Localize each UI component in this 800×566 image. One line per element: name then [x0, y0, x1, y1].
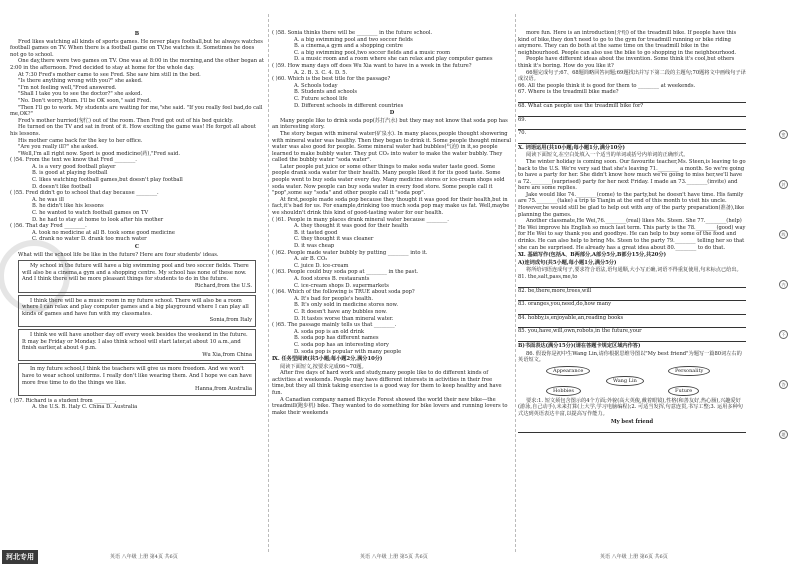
- column-divider: [268, 14, 269, 552]
- idea-author: Hanna,from Australia: [195, 386, 252, 393]
- page-footer: 英语 八年级 上册 第4页 共6页: [110, 554, 178, 560]
- section-title: Ⅸ. 任务型阅读(共5小题;每小题2分,满分10分): [272, 356, 383, 363]
- question-stem: ( )65. The passage mainly tells us that ________.: [272, 322, 397, 329]
- questions-61-65: [272, 217, 512, 355]
- question-option: C. juice D. ice-cream: [294, 262, 349, 269]
- passage-paragraph: People have different ideas about the invention. Some think it's cool,but others think it's boring. How do you like it?: [518, 56, 735, 69]
- answer-line[interactable]: [518, 110, 746, 117]
- subsection-title: B)书面表达(满分15分)(请在答题卡规定区域内作答): [518, 342, 641, 349]
- cloze-paragraph: Another classmate,He Wei,76.________(real) likes Ms. Steen. She 77.________(help) He Wei improve his English so much last term. This party is the 78.________(good) way for He Wei to say thank you and goodbye. He can help to buy some of the food and drinks. He can also help to bring Ms. Steen to the party 79.________ telling her so that she can be surprised. He already has a great idea about 80.________ to do that.: [518, 218, 746, 251]
- section-instruction: 阅读下面短文,按要求完成66~70题。: [280, 363, 367, 370]
- sentence-prompt: 85. you,have,will,own,robots,in the future,your: [518, 328, 642, 335]
- passage-d: [272, 118, 512, 217]
- passage-paragraph: One day,there were two games on TV. One was at 8:00 in the morning,and the other began at 2:00 in the afternoon. Fred decided to stay at home for the whole day.: [10, 58, 264, 71]
- passage-paragraph: "Are you really ill?" she asked.: [18, 144, 99, 151]
- question-stem: ( )54. From the text we know that Fred ________.: [10, 157, 137, 164]
- question-option: C. soda pop has an interesting story: [294, 341, 389, 348]
- question-stem: ( )62. People made water bubbly by putting ________ into it.: [272, 249, 428, 256]
- question-stem: ( )63. People could buy soda pop at ________ in the past.: [272, 269, 419, 276]
- idea-box: [18, 363, 256, 395]
- passage-paragraph: "No. Don't worry,Mum. I'll be OK soon," said Fred.: [18, 97, 152, 104]
- question-option: A. 2. B. 3. C. 4. D. 5.: [294, 69, 348, 76]
- question-option: D. doesn't like football: [32, 183, 92, 190]
- question-option: B. it tasted good: [294, 229, 338, 236]
- passage-paragraph: "Shall I take you to see the doctor?" she asked.: [18, 91, 143, 98]
- answer-line[interactable]: [518, 308, 746, 315]
- question-option: D. soda pop is popular with many people: [294, 348, 402, 355]
- question-options: A. the U.S. B. Italy C. China D. Australia: [32, 404, 138, 411]
- question-option: D. It tastes worse than mineral water.: [294, 315, 394, 322]
- question-option: D. a music room and a room where she can relax and play computer games: [294, 56, 493, 63]
- question-option: B. soda pop has different names: [294, 335, 379, 342]
- sentence-prompt: 82. be,there,more,trees,will: [518, 287, 592, 294]
- question-57: ( )57. Richard is a student from ________.: [10, 397, 117, 404]
- idea-text: In my future school,I think the teachers will give us more freedom. And we won't have to wear school uniforms. I really don't like wearing them. And I hope we can have more free time to do the things we like.: [22, 366, 252, 386]
- passage-paragraph: A Canadian company named Bicycle Forest showed the world their new bike—the treadmill(跑步机) bike. They wanted to do something for bike lovers and running lovers to make their weekends: [272, 396, 508, 416]
- idea-text: I think we will have another day off every week besides the weekend in the future. It may be Friday or Monday. I also think school will start later,at about 10 a.m.,and finish earlier,at about 4 p.m.: [22, 331, 248, 352]
- passage-paragraph: At 7:30 Fred's mother came to see Fred. She saw him still in the bed.: [18, 71, 201, 78]
- binding-mark: 不: [779, 330, 788, 339]
- mind-node: Appearance: [546, 366, 590, 377]
- binding-mark: 封: [779, 180, 788, 189]
- answer-line[interactable]: [518, 137, 746, 144]
- question-option: A. a big swimming pool and two soccer fields: [294, 36, 413, 43]
- passage-task-reading: [272, 370, 512, 416]
- question-option: D. Different schools in different countries: [294, 102, 404, 109]
- question-option: C. ice-cream shops D. supermarkets: [294, 282, 389, 289]
- answer-line[interactable]: [518, 123, 746, 130]
- subsection-title: A)连词成句(共5小题,每小题1分,满分5分): [518, 259, 617, 266]
- passage-paragraph: Fred's mother hurried(匆忙) out of the room. Then Fred got out of his bed quickly.: [18, 117, 234, 124]
- passage-paragraph: Later people put juice or some other things to make soda water taste good. Some people drank soda water for their health. Many people liked it for its good taste. Some people went to buy soda water every day. Many medicine stores or ice-cream shops sold soda water. Now people can buy soda water in every food store. Some people call it "pop",some say "soda" and other people call it "soda pop".: [272, 163, 505, 197]
- writing-prompt: 86. 假设你是初中生Wang Lin,请你根据思维导图以"My best friend"为题写一篇80词左右的英语短文。: [518, 350, 742, 364]
- idea-author: Wu Xia,from China: [202, 351, 252, 358]
- passage-intro: What will the school life be like in the future? Here are four students' ideas.: [18, 251, 219, 258]
- question-stem: ( )56. That day Fred ________.: [10, 223, 87, 230]
- question-option: B. a cinema,a gym and a shopping centre: [294, 43, 403, 50]
- section-heading: B: [134, 31, 140, 37]
- passage-paragraph: His mother came back for the key to her office.: [18, 137, 143, 144]
- answer-line[interactable]: [518, 426, 746, 433]
- passage-paragraph: "Well,I'm all right now. Sport is good medicine(药),"Fred said.: [18, 150, 180, 157]
- question-option: C. Future school life: [294, 95, 348, 102]
- cloze-paragraph: The winter holiday is coming soon. Our favourite teacher,Ms. Steen,is leaving to go back to the U.S. We're very sad that she's leaving 71.________ a month. So we're going to have a party for her. She didn't know how much we're going to miss her,we'll have a 72.________(surprised) party for her next Friday. I made an 73.________(invite) and here are some replies.: [518, 158, 746, 192]
- mind-center: Wang Lin: [606, 376, 644, 387]
- binding-mark: 线: [779, 230, 788, 239]
- question-option: C. they thought it was cleaner: [294, 236, 374, 243]
- passage-paragraph: more fun. Here is an introduction(介绍) of the treadmill bike. If people have this kind of bike,they don't need to go to the gym for treadmill running or bike riding anymore. They can do both at the same time on the treadmill bike in the neighbourhood. People can also use the bike to go shopping in the neighbourhood.: [518, 30, 737, 56]
- question-option: A. is a very good football player: [32, 163, 116, 170]
- binding-mark: 密: [779, 130, 788, 139]
- passage-paragraph: "Then I'll go to work. My students are waiting for me,"she said. "If you really feel bad,do call me,OK?": [10, 104, 263, 118]
- passage-b: [10, 39, 264, 158]
- question-option: A. soda pop is an old drink: [294, 328, 365, 335]
- question-option: B. he didn't like his lessons: [32, 203, 104, 210]
- page-footer: 英语 八年级 上册 第6页 共6页: [600, 554, 668, 560]
- questions-58-60: [272, 30, 512, 109]
- page-footer: 英语 八年级 上册 第5页 共6页: [360, 554, 428, 560]
- mind-node: Future: [668, 386, 699, 397]
- section-instruction: 将所给词语连成句子,要求符合语法,语句通顺,大小写正确,词语不得重复使用,句末标点已给出。: [526, 267, 742, 274]
- student-ideas: [10, 260, 264, 396]
- cloze-paragraph: Jake would like 74.________(come) to the party,but he doesn't have time. His family are 75.________(take) a trip to Tianjin at the end of this month to visit his uncle. However,he would still be glad to help out with any of the party preparation(准备),like planning the games.: [518, 191, 745, 218]
- sentence-building: [518, 274, 746, 342]
- question-option: D. he had to stay at home to look after his mother: [32, 216, 164, 223]
- mind-node: Personality: [668, 366, 710, 377]
- passage-paragraph: After five days of hard work and study,many people like to do different kinds of activities at weekends. People may have different interests in activities in their free time,but they all think taking exercise is a good way for them to keep healthy and have fun.: [272, 370, 502, 397]
- section-heading: D: [389, 110, 395, 117]
- passage-paragraph: "Is there anything wrong with you?" she asked.: [18, 78, 143, 85]
- question-option: C. a big swimming pool,two soccer fields and a music room: [294, 49, 451, 56]
- question-70: 70.: [518, 130, 527, 137]
- question-option: A. took no medicine at all B. took some good medicine: [32, 229, 175, 236]
- idea-author: Richard,from the U.S.: [194, 282, 252, 289]
- region-badge: 河北专用: [2, 550, 38, 564]
- answer-line[interactable]: [518, 96, 746, 103]
- answer-line[interactable]: [518, 294, 746, 301]
- questions-54-56: [10, 157, 264, 243]
- section-title: Ⅺ. 基础写作(包括A、B两部分,A部分5分,B部分15分,共20分): [518, 252, 667, 259]
- column-right: [518, 30, 746, 542]
- question-stem: ( )60. Which is the best title for the passage?: [272, 76, 391, 83]
- passage-paragraph: "I'm not feeling well,"Fred answered.: [18, 84, 117, 91]
- binding-mark: 题: [779, 430, 788, 439]
- column-middle: [272, 30, 512, 542]
- question-option: C. It doesn't have any bubbles now.: [294, 308, 387, 315]
- question-option: C. likes watching football games,but doesn't play football: [32, 177, 183, 184]
- idea-box: [18, 260, 256, 292]
- idea-box: [18, 329, 256, 361]
- idea-text: My school in the future will have a big swimming pool and two soccer fields. There will also be a cinema,a gym and a shopping centre. My school has none of these now. And I think there will be more pleasant things for students to do in the future.: [22, 263, 249, 283]
- question-stem: ( )58. Sonia thinks there will be ________ in the future school.: [272, 30, 433, 36]
- binding-mark: 内: [779, 280, 788, 289]
- question-67: 67. Where is the treadmill bike made?: [518, 89, 619, 96]
- passage-paragraph: He turned on the TV and sat in front of it. How exciting the game was! He forgot all about his lessons.: [10, 124, 256, 137]
- section-heading: C: [134, 244, 140, 250]
- sentence-prompt: 81. the,salt,pass,me,to: [518, 274, 578, 280]
- question-option: D. it was cheap: [294, 243, 335, 249]
- question-option: C. drank no water D. drank too much water: [32, 236, 147, 243]
- idea-box: [18, 295, 256, 327]
- answer-line[interactable]: [518, 281, 746, 288]
- question-option: A. he was ill: [32, 196, 64, 203]
- question-option: A. food stores B. restaurants: [294, 275, 370, 282]
- section-title: Ⅹ. 词语运用(共10小题;每小题1分,满分10分): [518, 144, 625, 151]
- question-stem: ( )55. Fred didn't go to school that day because ________.: [10, 190, 159, 197]
- question-69: 69.: [518, 116, 527, 123]
- passage-paragraph: Fred likes watching all kinds of sports games. He never plays football,but he always watches football games on TV. When there is a football game on TV,he watches it. Sometimes he does not go to school.: [10, 38, 263, 58]
- column-divider: [515, 14, 516, 552]
- question-stem: ( )61. People in many places drank mineral water because ________.: [272, 216, 449, 223]
- question-option: A. air B. CO₂: [294, 256, 328, 263]
- question-option: A. they thought it was good for their health: [294, 223, 409, 230]
- question-option: A. Schools today: [294, 82, 338, 89]
- question-stem: ( )59. How many days off does Wu Xia want to have in a week in the future?: [272, 62, 472, 69]
- writing-requirements: 要求:1. 短文须包含图示的4个方面;外貌(高大英俊,戴着眼镜),性格(和善友好,热心肠),兴趣爱好(游泳,自己动手),未来打算(上大学,学习电脑编程);2. 可适当发挥,句意连贯,书写工整;3. 运用多种句式达到英语表达丰富,以提高写作能力。: [518, 397, 743, 417]
- idea-author: Sonia,from Italy: [209, 317, 252, 324]
- section-instruction: 阅读下面短文,在空白处填入一个适当的单词或括号内单词的正确形式。: [526, 152, 689, 159]
- mind-node: Hobbies: [546, 386, 581, 397]
- cloze-passage: [518, 159, 746, 251]
- answer-line[interactable]: [518, 335, 746, 342]
- question-option: A. It's bad for people's health.: [294, 295, 374, 302]
- essay-title: My best friend: [610, 418, 654, 425]
- question-option: C. he wanted to watch football games on TV: [32, 210, 149, 217]
- question-stem: ( )64. Which of the following is TRUE about soda pop?: [272, 289, 415, 296]
- passage-paragraph: The story began with mineral water(矿泉水). In many places,people thought showering with mineral water was healthy. Then they began to drink it. Some people thought mineral water was also good for people. Some mineral water had bubbles(气泡) in it,so people learned to make bubbly water. They put CO₂ into water to make the water bubbly. They called the bubbly water "soda water".: [272, 130, 512, 164]
- sentence-prompt: 83. oranges,you,need,do,how many: [518, 301, 612, 308]
- task-instruction: 66题完成句子;67、68题简略回答问题;69题找出并写下第二段的主题句;70题将文中画线句子译成汉语。: [518, 69, 746, 83]
- question-68: 68. What can people use the treadmill bike for?: [518, 102, 644, 109]
- passage-paragraph: Many people like to drink soda pop(苏打汽水) but they may not know that soda pop has an interesting story.: [272, 117, 508, 131]
- question-option: B. is good at playing football: [32, 170, 108, 177]
- question-option: B. Students and schools: [294, 89, 358, 96]
- passage-continued: [518, 30, 746, 70]
- idea-text: I think there will be a music room in my future school. There will also be a room where I can relax and play computer games and a big playground where I can play all kinds of games and have fun with my classmates.: [22, 297, 249, 317]
- mind-map: [518, 366, 746, 396]
- answer-line[interactable]: [518, 321, 746, 328]
- binding-mark: 答: [779, 380, 788, 389]
- sentence-prompt: 84. hobby,is,enjoyable,an,reading books: [518, 314, 624, 321]
- passage-paragraph: At first,people made soda pop because they thought it was good for their health,but in fact,it's bad for us. For example,drinking too much soda pop may make us fat. Well,maybe we shouldn't drink this kind of good-tasting water for our health.: [272, 196, 510, 217]
- column-left: [10, 30, 264, 542]
- question-option: B. It's only sold in medicine stores now.: [294, 302, 399, 309]
- question-66: 66. All the people think it is good for them to ________ at weekends.: [518, 82, 696, 89]
